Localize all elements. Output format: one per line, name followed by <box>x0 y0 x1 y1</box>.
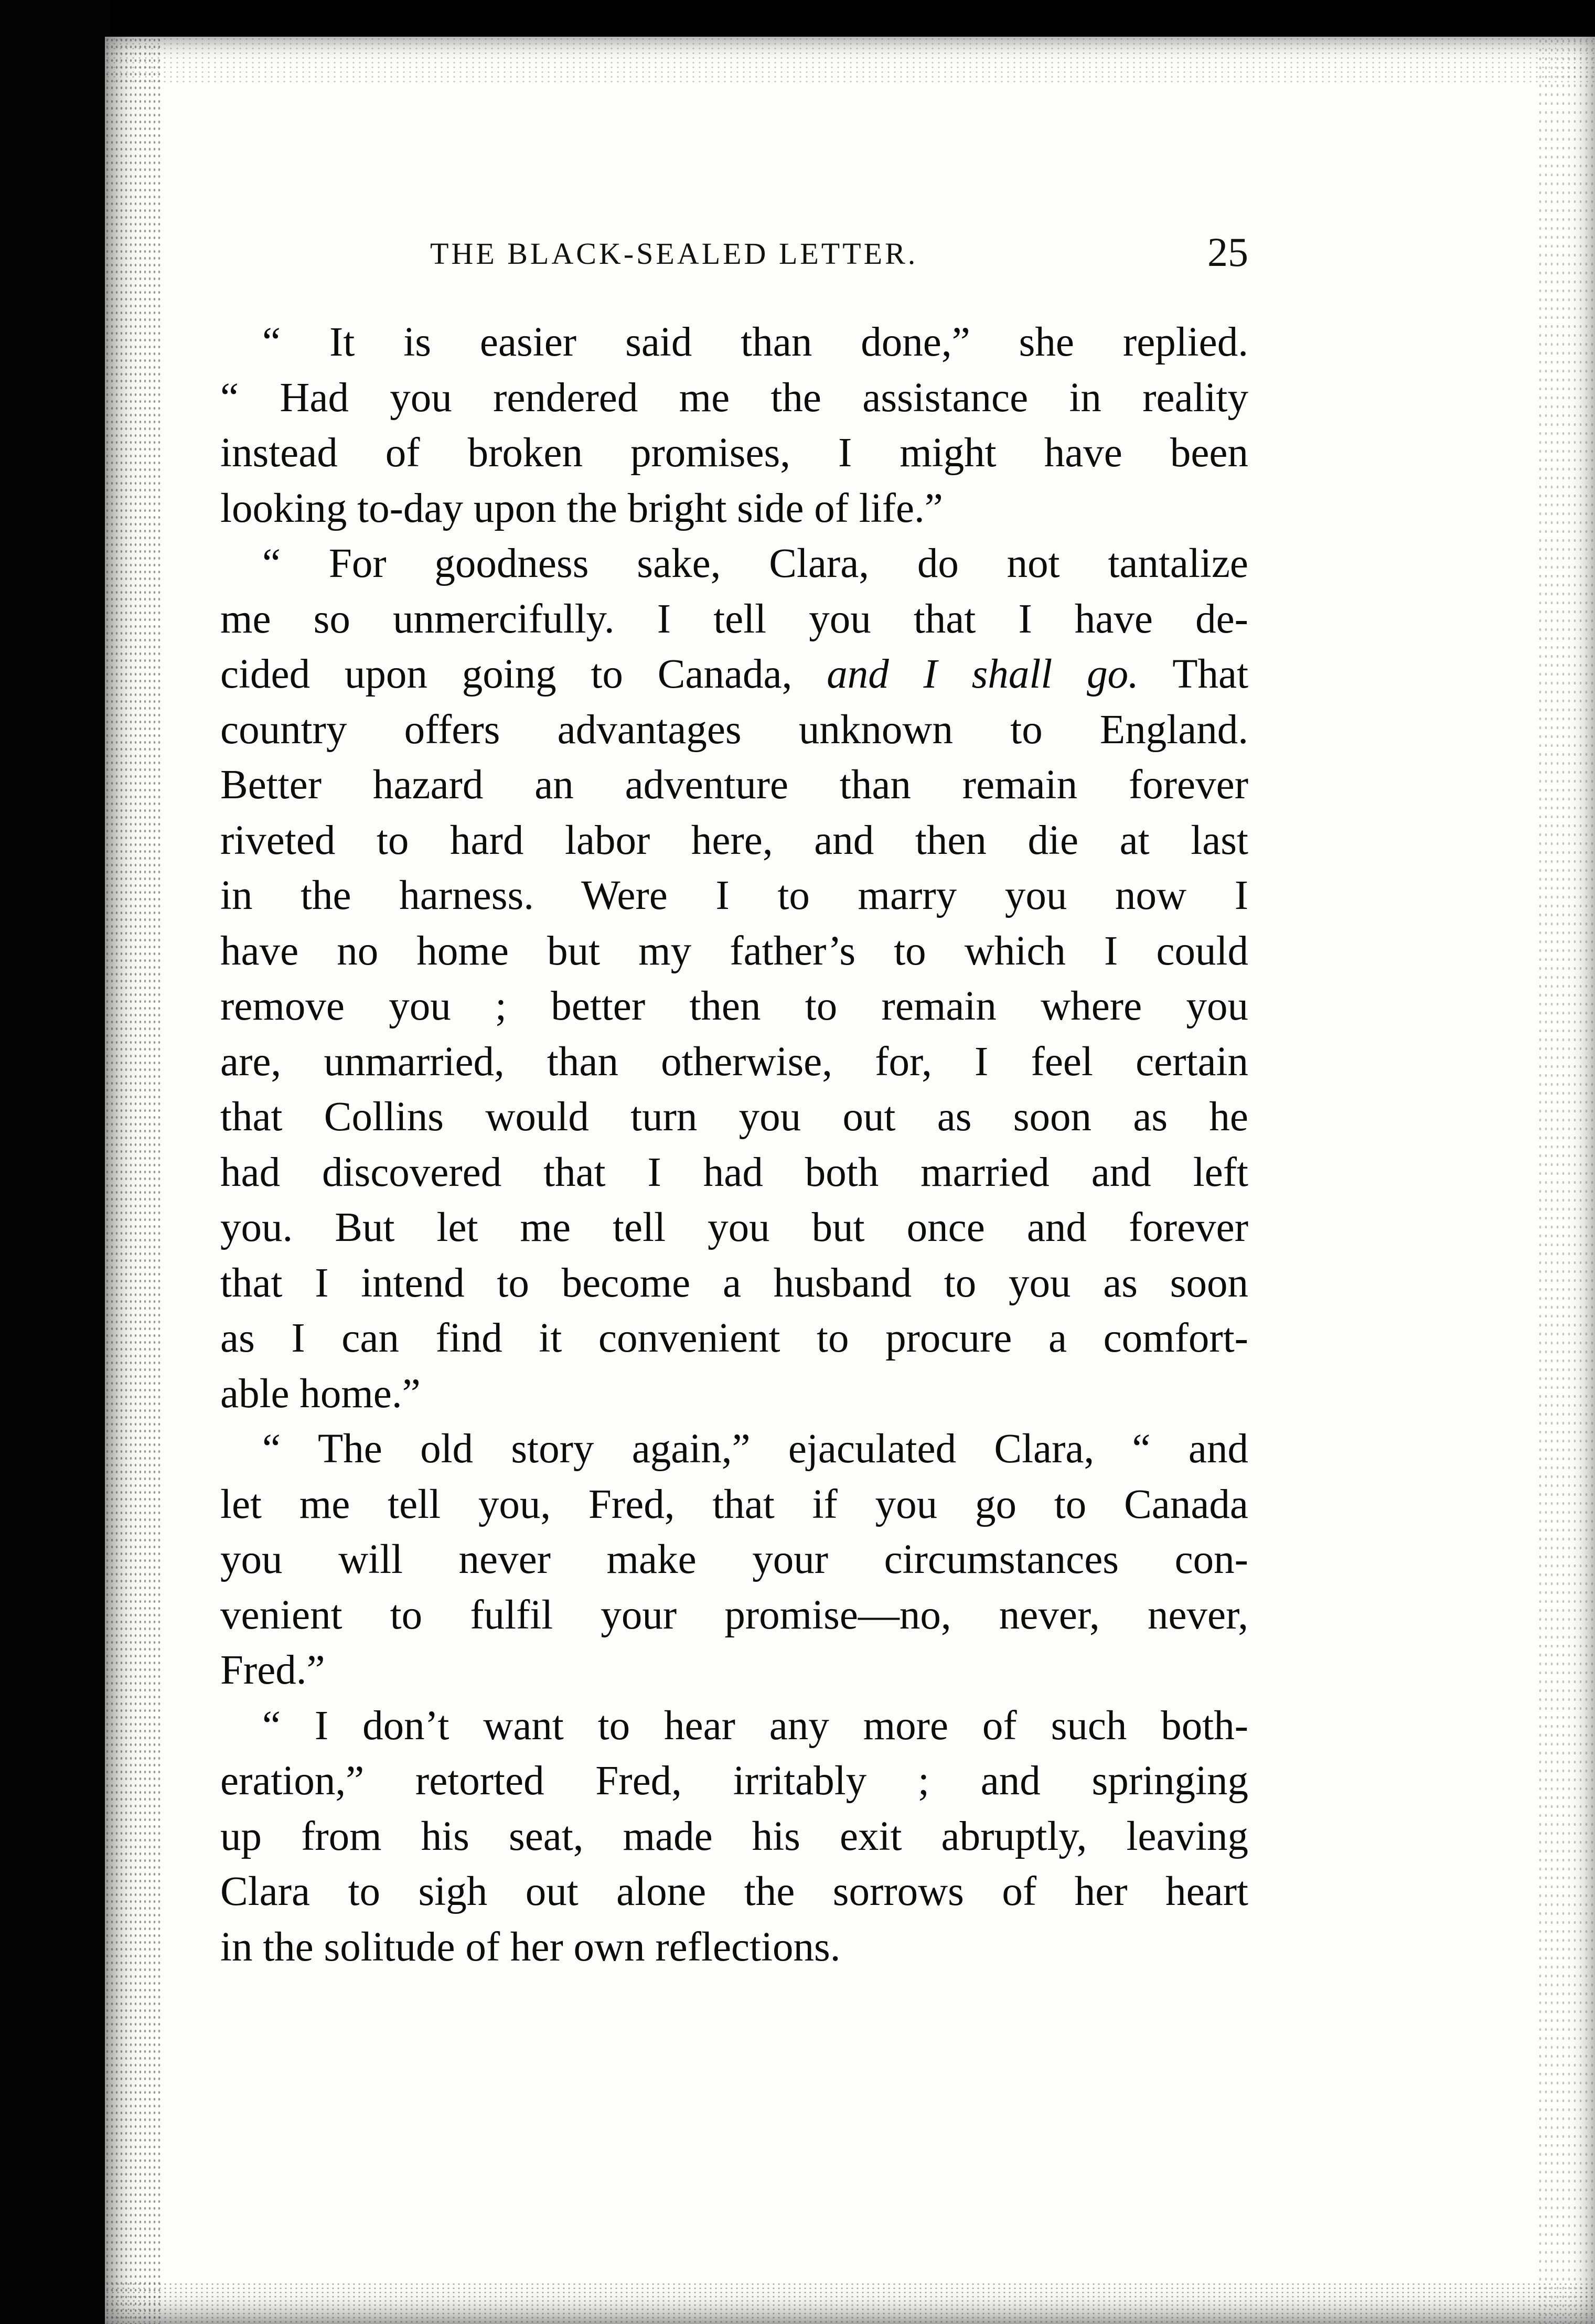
text-segment: cided upon going to Canada, <box>220 651 793 697</box>
text-line: had discovered that I had both married and left <box>220 1149 1248 1195</box>
running-title: THE BLACK-SEALED LETTER. <box>430 237 918 271</box>
text-line: riveted to hard labor here, and then die at last <box>220 817 1248 863</box>
page-number: 25 <box>1207 229 1248 275</box>
page-edge-speckle <box>105 37 1595 84</box>
text-line: in the solitude of her own reflections. <box>220 1924 841 1970</box>
text-line: instead of broken promises, I might have been <box>220 430 1248 476</box>
scan-border <box>0 0 110 2324</box>
page-edge-speckle <box>105 37 163 2324</box>
text-line: let me tell you, Fred, that if you go to Canada <box>220 1481 1248 1527</box>
text-line: looking to-day upon the bright side of life.” <box>220 485 943 531</box>
italic-text: and I shall go. <box>827 651 1139 697</box>
text-line: as I can find it convenient to procure a comfort- <box>220 1315 1248 1361</box>
page-header <box>220 226 1248 283</box>
body-text <box>220 315 1248 1975</box>
text-line <box>220 647 1248 702</box>
text-line: “ For goodness sake, Clara, do not tantalize <box>262 541 1248 586</box>
text-line: venient to fulfil your promise—no, never, never, <box>220 1592 1248 1638</box>
text-line: “ Had you rendered me the assistance in reality <box>220 374 1248 421</box>
text-line: Clara to sigh out alone the sorrows of her heart <box>220 1869 1248 1914</box>
text-line: that I intend to become a husband to you as soon <box>220 1260 1248 1306</box>
text-line: that Collins would turn you out as soon as he <box>220 1094 1248 1140</box>
text-line: “ It is easier said than done,” she replied. <box>262 319 1248 365</box>
text-line: up from his seat, made his exit abruptly, leaving <box>220 1813 1248 1859</box>
text-line: me so unmercifully. I tell you that I have de- <box>220 596 1248 642</box>
text-line: country offers advantages unknown to England. <box>220 706 1248 753</box>
text-line: “ The old story again,” ejaculated Clara, “ and <box>262 1426 1248 1472</box>
text-line: “ I don’t want to hear any more of such both- <box>262 1702 1248 1749</box>
page-edge-speckle <box>1537 37 1595 2324</box>
page-edge-speckle <box>105 2282 1595 2324</box>
text-line: remove you ; better then to remain where you <box>220 983 1248 1029</box>
text-line: eration,” retorted Fred, irritably ; and springing <box>220 1758 1248 1804</box>
text-line: Fred.” <box>220 1647 325 1693</box>
text-line: Better hazard an adventure than remain forever <box>220 762 1248 808</box>
text-line: you. But let me tell you but once and forever <box>220 1205 1248 1250</box>
text-line: able home.” <box>220 1370 421 1417</box>
text-line: have no home but my father’s to which I could <box>220 928 1248 974</box>
text-line: you will never make your circumstances con- <box>220 1537 1248 1582</box>
text-line: are, unmarried, than otherwise, for, I feel certain <box>220 1038 1248 1085</box>
text-segment: That <box>1172 651 1249 697</box>
text-line: in the harness. Were I to marry you now I <box>220 873 1248 918</box>
